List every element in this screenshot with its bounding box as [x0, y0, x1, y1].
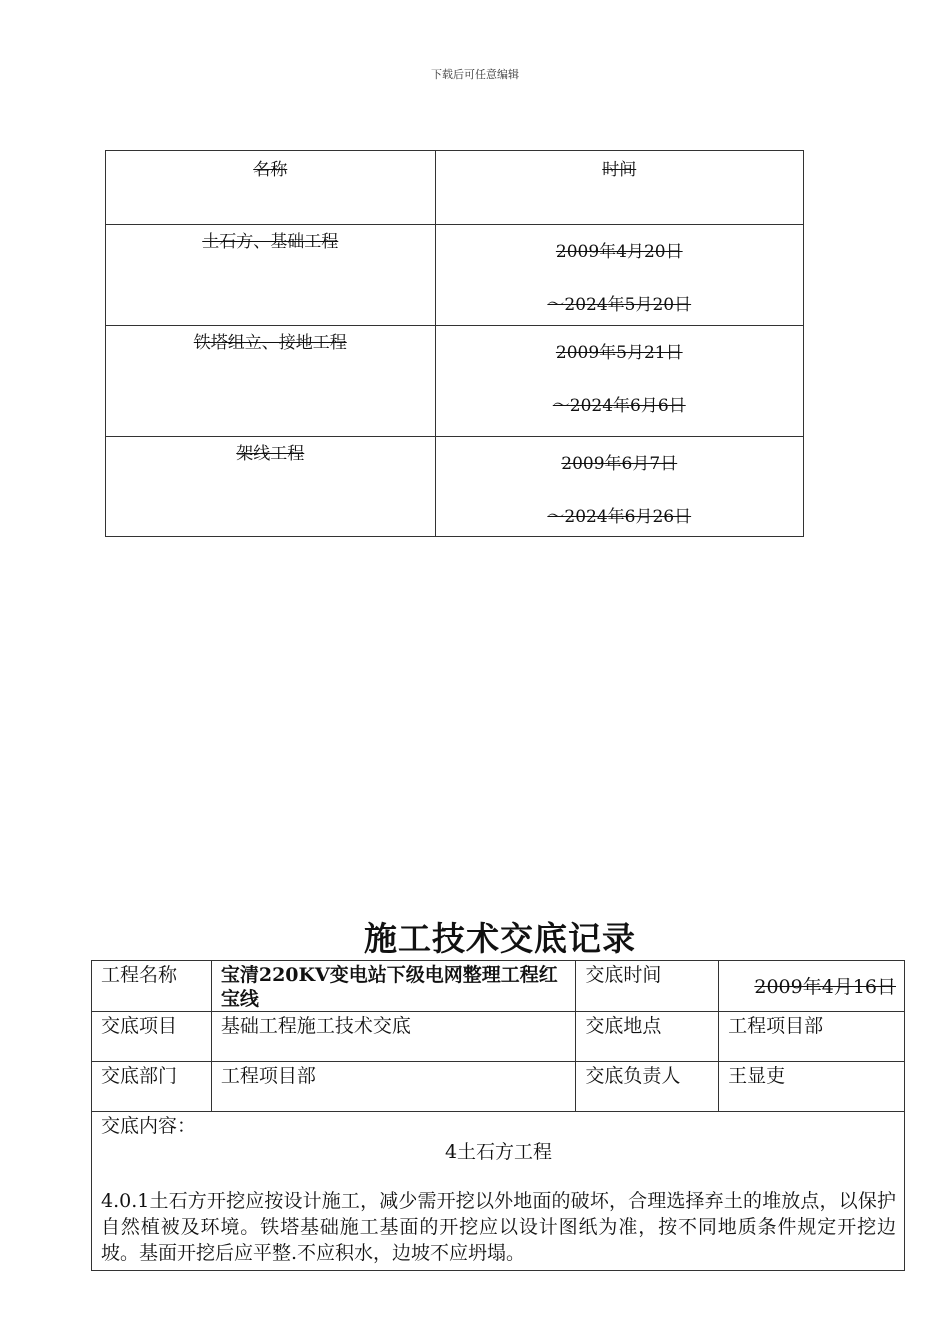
schedule-start: 2009年4月20日 [555, 242, 683, 262]
schedule-time-cell [435, 326, 803, 437]
schedule-header-time-text: 时间 [602, 160, 637, 180]
dept-label: 交底部门 [92, 1062, 212, 1112]
schedule-time-cell [435, 225, 803, 326]
record-row-item [92, 1012, 905, 1062]
record-title: 施工技术交底记录 [364, 919, 636, 958]
record-row-dept [92, 1062, 905, 1112]
person-value: 王显吏 [719, 1062, 905, 1112]
schedule-start: 2009年6月7日 [561, 454, 678, 474]
schedule-time-cell [435, 437, 803, 537]
schedule-header-time [435, 151, 803, 225]
record-row-content [92, 1112, 905, 1271]
date-value: 2009年4月16日 [754, 976, 896, 998]
schedule-name: 土石方、基础工程 [202, 232, 339, 252]
item-label: 交底项目 [92, 1012, 212, 1062]
record-table [91, 960, 905, 1271]
schedule-row [106, 225, 804, 326]
dept-value: 工程项目部 [211, 1062, 576, 1112]
place-label: 交底地点 [576, 1012, 719, 1062]
schedule-name-cell [106, 326, 436, 437]
schedule-name: 架线工程 [236, 444, 305, 464]
schedule-header-name-text: 名称 [253, 160, 288, 180]
schedule-table [105, 150, 804, 537]
item-value: 基础工程施工技术交底 [211, 1012, 576, 1062]
person-label: 交底负责人 [576, 1062, 719, 1112]
schedule-end: ～2024年6月26日 [547, 507, 692, 527]
content-paragraph: 4.0.1土石方开挖应按设计施工，减少需开挖以外地面的破坏，合理选择弃土的堆放点，以保护自然植被及环境。铁塔基础施工基面的开挖应以设计图纸为准，按不同地质条件规定开挖边坡。基面开挖后应平整.不应积水，边坡不应坍塌。 [101, 1190, 896, 1264]
schedule-start: 2009年5月21日 [555, 343, 683, 363]
date-cell [719, 961, 905, 1012]
schedule-name-cell [106, 437, 436, 537]
date-label: 交底时间 [576, 961, 719, 1012]
schedule-end: ～2024年6月6日 [552, 396, 686, 416]
schedule-row [106, 437, 804, 537]
project-name-value: 宝清220KV变电站下级电网整理工程红宝线 [211, 961, 576, 1012]
schedule-header-name [106, 151, 436, 225]
schedule-name-cell [106, 225, 436, 326]
project-name-label: 工程名称 [92, 961, 212, 1012]
schedule-name: 铁塔组立、接地工程 [193, 333, 347, 353]
schedule-header-row [106, 151, 804, 225]
place-value: 工程项目部 [719, 1012, 905, 1062]
header-note: 下载后可任意编辑 [431, 68, 519, 81]
content-label: 交底内容： [101, 1115, 197, 1137]
schedule-row [106, 326, 804, 437]
content-cell [92, 1112, 905, 1271]
content-heading: 4土石方工程 [444, 1141, 553, 1163]
schedule-end: ～2024年5月20日 [547, 295, 692, 315]
record-row-project [92, 961, 905, 1012]
